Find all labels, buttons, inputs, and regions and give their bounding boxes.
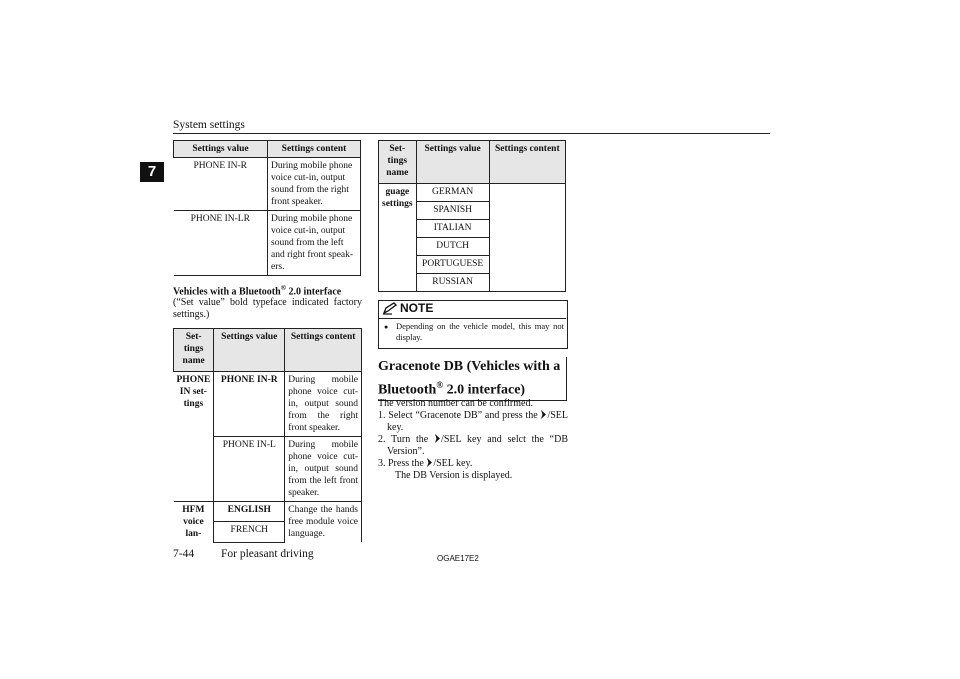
setting-name: PHONE IN set-tings [174, 372, 214, 502]
section-title-text: Gracenote DB (Vehicles with a Bluetooth [378, 359, 561, 398]
table-row [379, 184, 566, 202]
setting-value: ITALIAN [416, 220, 489, 238]
col-header-value: Settings value [416, 141, 489, 184]
note-label: NOTE [400, 301, 434, 315]
document-code: OGAE17E2 [437, 554, 479, 563]
procedure [378, 398, 568, 482]
step-text-end: /SEL key. [433, 458, 473, 469]
step-text-end: /SEL key and selct the “DB Version”. [387, 434, 568, 457]
pencil-note-icon [382, 302, 398, 315]
setting-content: During mobile phone voice cut-in, output sound from the left front speaker. [285, 437, 362, 502]
setting-value: PHONE IN-L [214, 437, 285, 502]
setting-value: FRENCH [214, 522, 285, 542]
setting-value: ENGLISH [214, 502, 285, 522]
procedure-step [378, 410, 569, 434]
chapter-name: For pleasant driving [221, 548, 314, 560]
heading-text: Vehicles with a Bluetooth [173, 286, 281, 298]
chapter-tab: 7 [140, 162, 164, 182]
setting-content: During mobile phone voice cut-in, output sound from the right front speaker. [268, 158, 361, 211]
table-row [174, 158, 361, 211]
setting-content [489, 184, 565, 292]
heading-text-end: 2.0 interface [285, 286, 342, 298]
section-paragraph: (“Set value” bold typeface indicated factory settings.) [173, 297, 362, 320]
section-title-text-end: 2.0 interface) [443, 382, 526, 398]
bullet-icon: ● [384, 323, 389, 331]
setting-value: DUTCH [416, 238, 489, 256]
page-header: System settings [173, 119, 245, 131]
setting-value: GERMAN [416, 184, 489, 202]
col-header-name: Set-tings name [174, 329, 214, 372]
settings-table-2 [173, 328, 362, 543]
section-heading [173, 284, 363, 297]
step-number: 1. [378, 410, 386, 421]
setting-value: PHONE IN-R [214, 372, 285, 437]
col-header-content: Settings content [285, 329, 362, 372]
col-header-value: Settings value [214, 329, 285, 372]
col-header-content: Settings content [268, 141, 361, 158]
setting-content: During mobile phone voice cut-in, output sound from the right front speaker. [285, 372, 362, 437]
header-rule [173, 133, 770, 134]
procedure-step [378, 458, 568, 482]
col-header-name: Set-tings name [379, 141, 417, 184]
procedure-intro: The version number can be confirmed. [378, 398, 533, 409]
settings-table-1 [173, 140, 361, 276]
setting-value: PORTUGUESE [416, 256, 489, 274]
table-row [174, 502, 362, 522]
col-header-content: Settings content [489, 141, 565, 184]
step-text-end: /SEL key. [387, 410, 569, 433]
note-text: Depending on the vehicle model, this may not display. [396, 321, 564, 342]
table-row [174, 372, 362, 437]
step-text: Turn the [391, 434, 429, 445]
setting-value: SPANISH [416, 202, 489, 220]
tune-arrow-icon [434, 434, 441, 443]
table-row [174, 211, 361, 276]
step-result: The DB Version is displayed. [395, 470, 513, 481]
setting-name: guage settings [379, 184, 417, 292]
setting-content: During mobile phone voice cut-in, output sound from the left and right front speak-ers. [268, 211, 361, 276]
setting-name: HFM voice lan- [174, 502, 214, 543]
setting-value: PHONE IN-R [174, 158, 268, 211]
step-number: 2. [378, 434, 386, 445]
section-title [378, 357, 567, 401]
step-text: Select “Gracenote DB” and press the [388, 410, 538, 421]
setting-value: RUSSIAN [416, 274, 489, 292]
page-number: 7-44 [173, 548, 195, 560]
procedure-step [378, 434, 568, 458]
step-number: 3. [378, 458, 386, 469]
setting-value: PHONE IN-LR [174, 211, 268, 276]
step-text: Press the [388, 458, 424, 469]
registered-mark: ® [280, 284, 286, 292]
registered-mark: ® [436, 380, 444, 390]
col-header-value: Settings value [174, 141, 268, 158]
setting-content: Change the hands free module voice language. [285, 502, 362, 543]
settings-table-3 [378, 140, 566, 292]
